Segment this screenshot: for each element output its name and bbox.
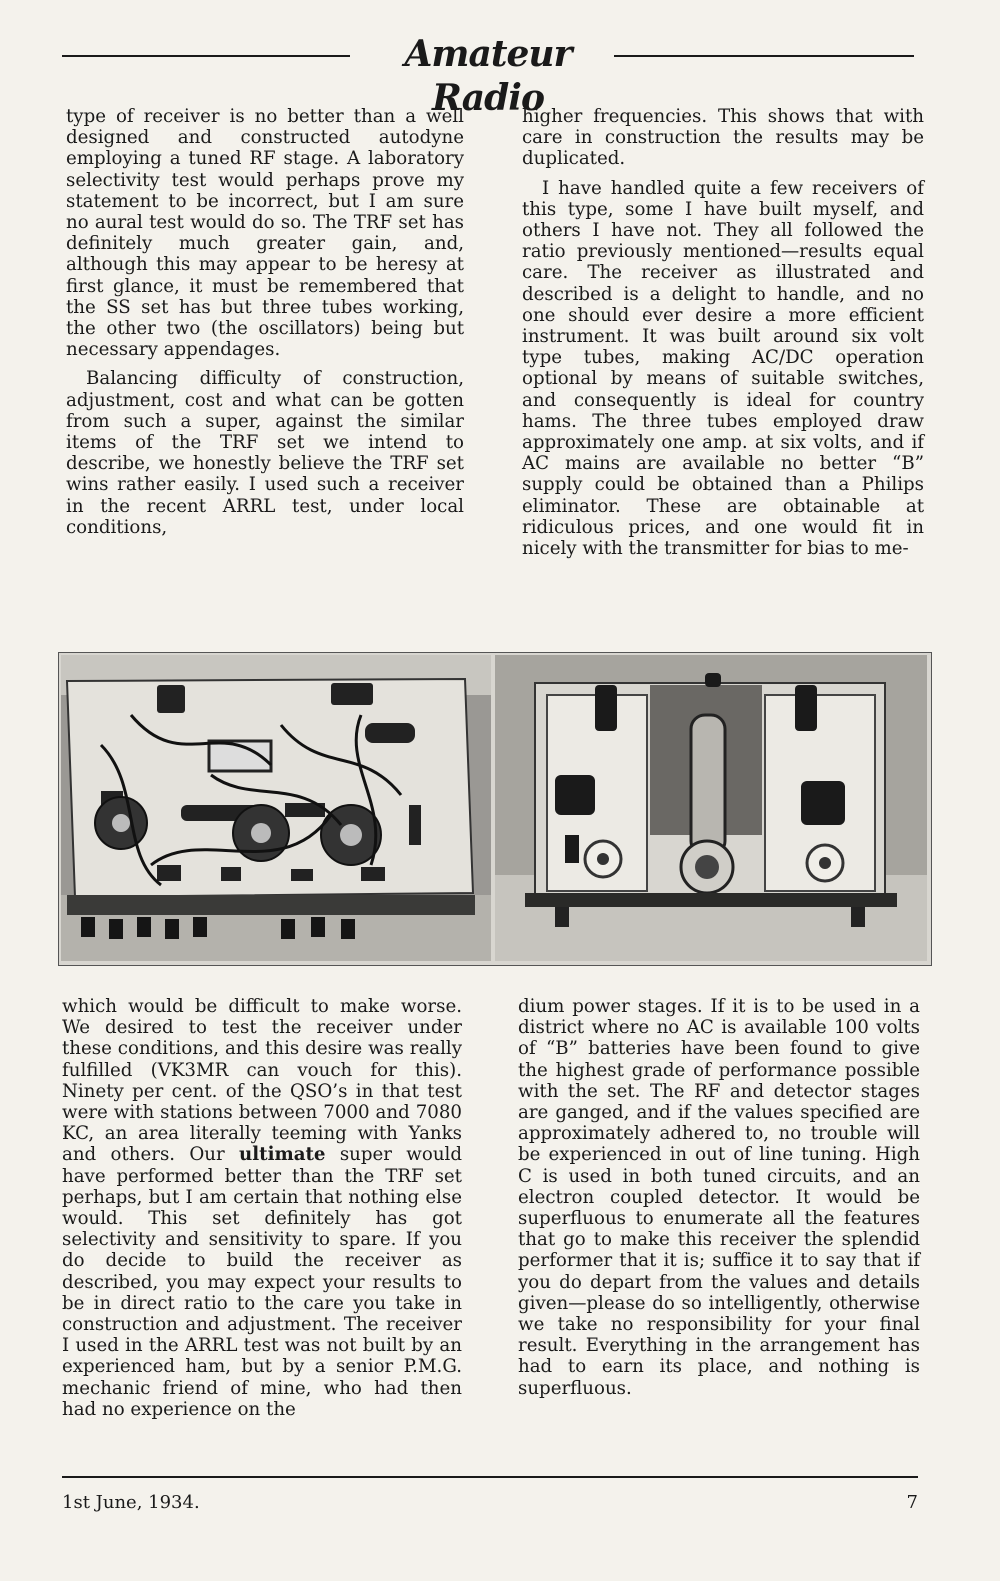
masthead-title: Amateur Radio: [404, 33, 572, 119]
column-bottom-left: [62, 996, 462, 1428]
photo-strip: [58, 652, 932, 966]
paragraph-text: super would have performed better than the TRF set perhaps, but I am certain that nothing else would. This set definitely has got selectivity and sensitivity to spare. If you do decide to build the receiver as described, you may expect your results to be in direct ratio to the care you take in construction and adjustment. The receiver I used in the ARRL test was not built by an experienced ham, but by a senior P.M.G. mechanic friend of mine, who had then had no experience on the: [62, 1144, 462, 1420]
emphasis-text: ultimate: [239, 1144, 326, 1166]
masthead-rule-left: [62, 55, 350, 57]
paragraph: type of receiver is no better than a well designed and constructed autodyne employing a tuned RF stage. A laboratory selectivity test would perhaps prove my statement to be incorrect, but I am sure no aural test would do so. The TRF set has definitely much greater gain, and, although this may appear to be heresy at first glance, it must be remembered that the SS set has but three tubes working, the other two (the oscillators) being but necessary appendages.: [66, 106, 464, 361]
receiver-underside-photo: [61, 655, 491, 961]
paragraph: I have handled quite a few receivers of this type, some I have built myself, and others I have not. They all followed the ratio previously mentioned—results equal care. The receiver as illustrated and described is a delight to handle, and no one should ever desire a more efficient instrument. It was built around six volt type tubes, making AC/DC operation optional by means of suitable switches, and consequently is ideal for country hams. The three tubes employed draw approximately one amp. at six volts, and if AC mains are available no better “B” supply could be obtained than a Philips eliminator. These are obtainable at ridiculous prices, and one would fit in nicely with the transmitter for bias to me-: [522, 177, 924, 560]
paragraph-text: which would be difficult to make worse. We desired to test the receiver under these conditions, and this desire was really fulfilled (VK3MR can vouch for this). Ninety per cent. of the QSO’s in that test were with stations between 7000 and 7080 KC, an area literally teeming with Yanks and others. Our: [62, 996, 462, 1166]
footer-rule: [62, 1476, 918, 1478]
masthead: [62, 28, 914, 119]
paragraph: Balancing difficulty of construction, adjustment, cost and what can be gotten from such a super, against the similar items of the TRF set we intend to describe, we honestly believe the TRF set wins rather easily. I used such a receiver in the recent ARRL test, under local conditions,: [66, 368, 464, 538]
footer-date: 1st June, 1934.: [62, 1492, 200, 1513]
receiver-rear-photo: [495, 655, 927, 961]
masthead-rule-right: [614, 55, 914, 57]
column-top-left: [66, 106, 464, 546]
paragraph: higher frequencies. This shows that with care in construction the results may be duplicated.: [522, 106, 924, 170]
page-number: 7: [906, 1492, 918, 1513]
paragraph: dium power stages. If it is to be used in a district where no AC is available 100 volts of “B” batteries have been found to give the highest grade of performance possible with the set. The RF and detector stages are ganged, and if the values specified are approximately adhered to, no trouble will be experienced in out of line tuning. High C is used in both tuned circuits, and an electron coupled detector. It would be superfluous to enumerate all the features that go to make this receiver the splendid performer that it is; suffice it to say that if you do depart from the values and details given—please do so intelligently, otherwise we take no responsibility for your final result. Everything in the arrangement has had to earn its place, and nothing is superfluous.: [518, 996, 920, 1399]
column-top-right: [522, 106, 924, 567]
paragraph: [62, 996, 462, 1420]
column-bottom-right: [518, 996, 920, 1407]
